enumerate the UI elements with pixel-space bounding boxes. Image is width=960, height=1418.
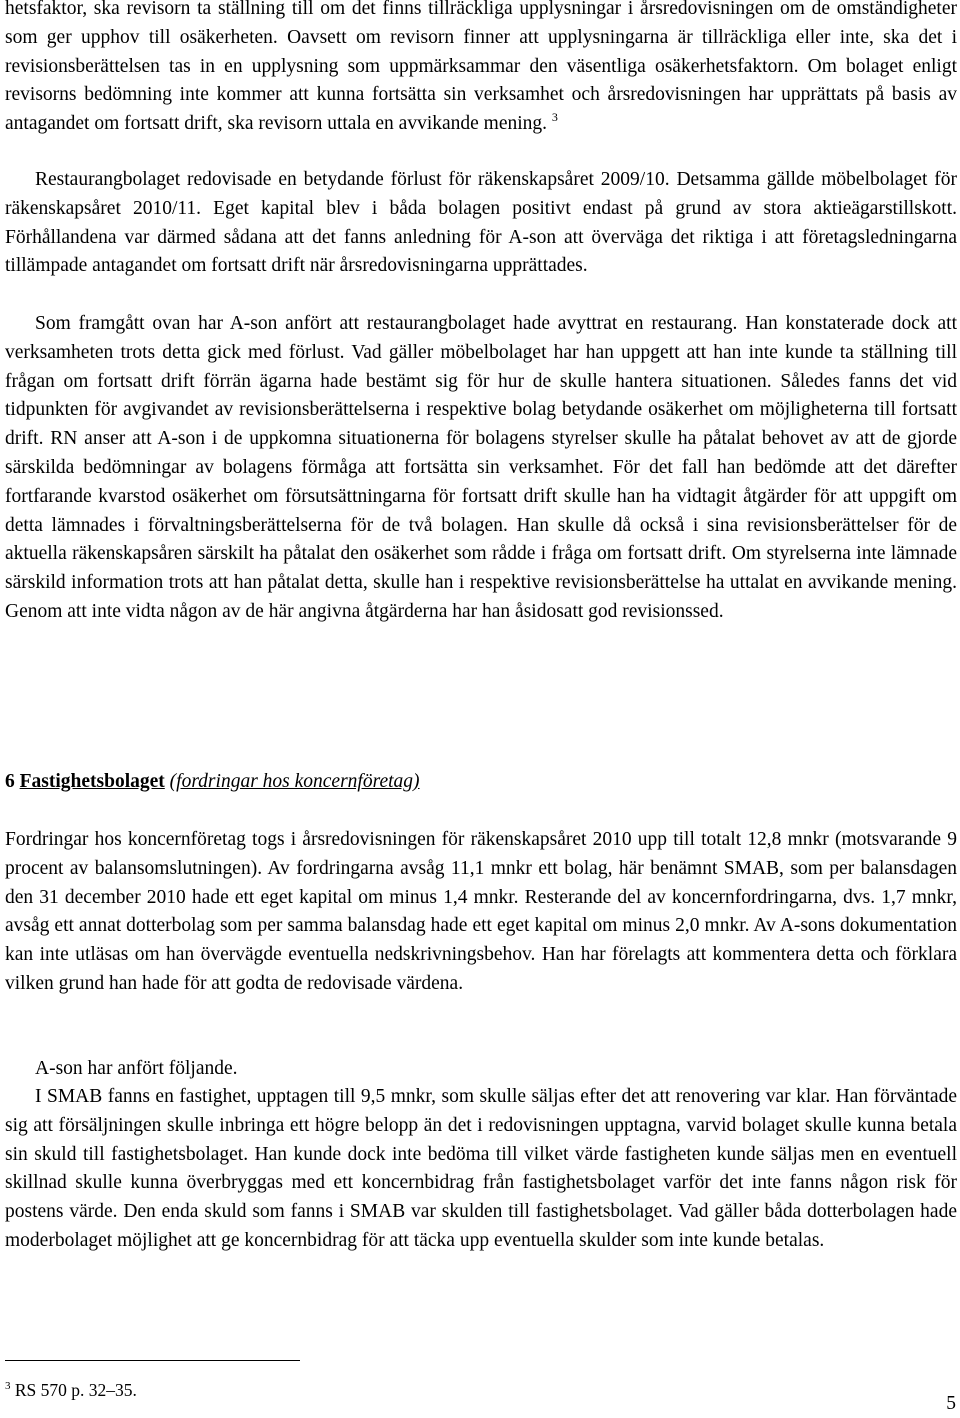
paragraph-smab-property: I SMAB fanns en fastighet, upptagen till 9,5 mnkr, som skulle säljas efter det att renovering var klar. Han förväntade sig att försäljningen skulle inbringa ett högre belopp än det i redovisningen upptagna, varvid bolaget skulle kunna betala sin skuld till fastighetsbolaget. Han kunde dock inte bedöma till vilket värde fastigheten kunde säljas men en eventuell skillnad skulle kunna överbryggas med ett koncernbidrag från fastighetsbolaget varför det inte fanns någon risk för postens värde. Den enda skuld som fanns i SMAB var skulden till fastighetsbolaget. Vad gäller båda dotterbolagen hade moderbolaget möjlighet att ge koncernbidrag för att täcka upp eventuella skulder som inte kunde betalas.	[5, 1086, 957, 1251]
paragraph-group-receivables: Fordringar hos koncernföretag togs i årsredovisningen för räkenskapsåret 2010 upp till totalt 12,8 mnkr (motsvarande 9 procent av balansomslutningen). Av fordringarna avsåg 11,1 mnkr ett bolag, här benämnt SMAB, som per balansdagen den 31 december 2010 hade ett eget kapital om minus 1,4 mnkr. Resterande del av koncernfordringarna, dvs. 1,7 mnkr, avsåg ett annat dotterbolag som per samma balansdag hade ett eget kapital om minus 2,0 mnkr. Av A-sons dokumentation kan inte utläsas om han övervägde eventuella nedskrivningsbehov. Han har förelagts att kommentera detta och förklara vilken grund han hade för att godta de redovisade värdena.	[5, 829, 957, 994]
section-subtitle: (fordringar hos koncernföretag)	[169, 771, 420, 792]
footnote-text: RS 570 p. 32–35.	[14, 1380, 137, 1400]
page-number: 5	[946, 1393, 956, 1414]
footnote-reference: 3	[551, 110, 558, 125]
section-heading	[5, 768, 420, 797]
paragraph-going-concern-requirements	[5, 0, 957, 139]
section-title: Fastighetsbolaget	[19, 771, 165, 792]
paragraph-restaurant-and-furniture-losses: Restaurangbolaget redovisade en betydande förlust för räkenskapsåret 2009/10. Detsamma gällde möbelbolaget för räkenskapsåret 2010/11. Eget kapital blev i båda bolagen positivt endast på grund av stora aktieägarstillskott. Förhållandena var därmed sådana att det fanns anledning för A-son att överväga det riktiga i att företagsledningarna tillämpade antagandet om fortsatt drift när årsredovisningarna upprättades.	[5, 169, 957, 277]
footnote-divider	[5, 1360, 300, 1361]
paragraph-rn-assessment: Som framgått ovan har A-son anfört att restaurangbolaget hade avyttrat en restaurang. Han konstaterade dock att verksamheten trots detta gick med förlust. Vad gäller möbelbolaget har han uppgett att han inte kunde ta ställning till frågan om fortsatt drift förrän ägarna hade bestämt sig för hur de skulle hantera situationen. Således fanns det vid tidpunkten för avgivandet av revisionsberättelserna i respektive bolag betydande osäkerhet om möjligheterna till fortsatt drift. RN anser att A-son i de uppkomna situationerna för bolagens styrelser skulle ha påtalat behovet av att de gjorde särskilda bedömningar av bolagens förmåga att fortsätta sin verksamhet. För det fall han bedömde att det därefter fortfarande kvarstod osäkerhet om försutsättningarna för fortsatt drift skulle han ha vidtagit åtgärder för att uppgift om detta lämnades i förvaltningsberättelserna för de två bolagen. Han skulle då också i sina revisionsberättelser för de aktuella räkenskapsåren särskilt ha påtalat den osäkerhet som rådde i fråga om fortsatt drift. Om styrelserna inte lämnade särskild information trots att han påtalat detta, skulle han i respektive revisionsberättelse ha uttalat en avvikande mening. Genom att inte vidta någon av de här angivna åtgärderna har han åsidosatt god revisionssed.	[5, 313, 957, 622]
section-number: 6	[5, 771, 15, 792]
footnote	[5, 1378, 137, 1402]
footnote-marker: 3	[5, 1380, 11, 1392]
paragraph-a-son-statement: A-son har anfört följande.	[35, 1058, 238, 1079]
paragraph-text: hetsfaktor, ska revisorn ta ställning till om det finns tillräckliga upplysningar i årsredovisningen om de omständigheter som ger upphov till osäkerheten. Oavsett om revisorn finner att upplysningarna är tillräckliga eller inte, ska det i revisionsberättelsen tas in en upplysning som uppmärksammar den väsentliga osäkerhetsfaktorn. Om bolaget enligt revisorns bedömning inte kommer att kunna fortsätta sin verksamhet och årsredovisningen har upprättats på basis av antagandet om fortsatt drift, ska revisorn uttala en avvikande mening.	[5, 0, 957, 135]
